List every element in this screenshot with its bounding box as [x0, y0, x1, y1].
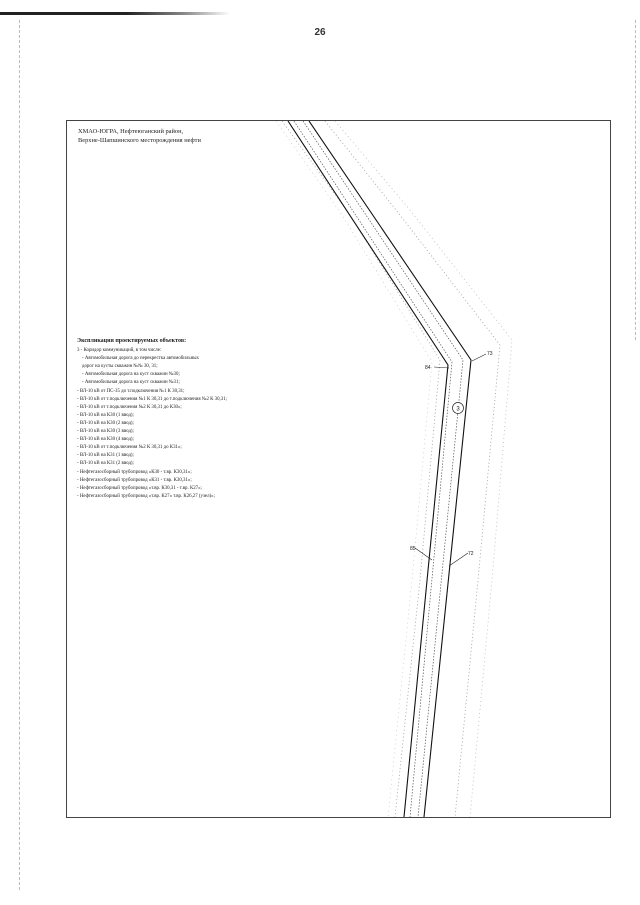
- leader-84: [434, 367, 449, 368]
- legend-list: [77, 347, 417, 501]
- legend-item: - Автомобильная дорога до перекрестка автомобильных: [82, 356, 199, 362]
- point-label-72: 72: [468, 551, 474, 557]
- point-label-73: 73: [487, 351, 493, 357]
- legend-item: - ВЛ-10 кВ на К30 (1 ввод);: [77, 412, 134, 418]
- leader-73: [472, 354, 486, 361]
- legend-item: - ВЛ-10 кВ на К31 (2 ввод);: [77, 461, 134, 467]
- legend-item: - ВЛ-10 кВ на К30 (4 ввод);: [77, 437, 134, 443]
- legend-item: - Нефтегазосборный трубопровод «т.вр. К27» т.вр. К26,27 (узел)»;: [77, 493, 215, 499]
- legend-item: - Нефтегазосборный трубопровод «т.вр. К30,31 - т.вр. К27»;: [77, 485, 202, 491]
- legend-title: Экспликация проектируемых объектов:: [77, 338, 187, 344]
- legend-item: - ВЛ-10 кВ на К30 (2 ввод);: [77, 420, 134, 426]
- legend-item: - Автомобильная дорога на куст скважин №31;: [82, 380, 180, 386]
- page-number: 26: [314, 27, 326, 38]
- legend-item: - ВЛ-10 кВ на К31 (1 ввод);: [77, 453, 134, 459]
- legend: [77, 337, 417, 501]
- legend-item: - ВЛ-10 кВ от т.подключения №1 К 30,31 до т.подключения №2 К 30,31;: [77, 396, 228, 402]
- point-label-84: 84: [425, 365, 431, 371]
- legend-item: - ВЛ-10 кВ от т.подключения №2 К 30,31 до К30»;: [77, 404, 182, 410]
- legend-item: - Нефтегазосборный трубопровод «К31 - т.вр. К30,31»;: [77, 477, 192, 483]
- legend-item: дорог на кусты скважин №№ 30, 31;: [82, 364, 158, 370]
- legend-item: 3 - Коридор коммуникаций, в том числе:: [77, 348, 162, 354]
- legend-item: - ВЛ-10 кВ от т.подключения №2 К 30,31 до К31»;: [77, 445, 182, 451]
- header-region: ХМАО-ЮГРА, Нефтеюганский район,: [78, 128, 184, 135]
- legend-item: - ВЛ-10 кВ от ПС-35 до т.подключения №1 К 30,31;: [77, 388, 185, 394]
- legend-item: - Нефтегазосборный трубопровод «К30 - т.вр. К30,31»;: [77, 469, 192, 475]
- object-number-label: 3: [456, 406, 460, 413]
- header-field: Верхне-Шапшинского месторождения нефти: [78, 137, 201, 144]
- point-label-85: 85: [410, 546, 416, 552]
- legend-item: - Автомобильная дорога на куст скважин №30;: [82, 372, 180, 378]
- legend-item: - ВЛ-10 кВ на К30 (3 ввод);: [77, 429, 134, 435]
- leader-72: [449, 553, 468, 566]
